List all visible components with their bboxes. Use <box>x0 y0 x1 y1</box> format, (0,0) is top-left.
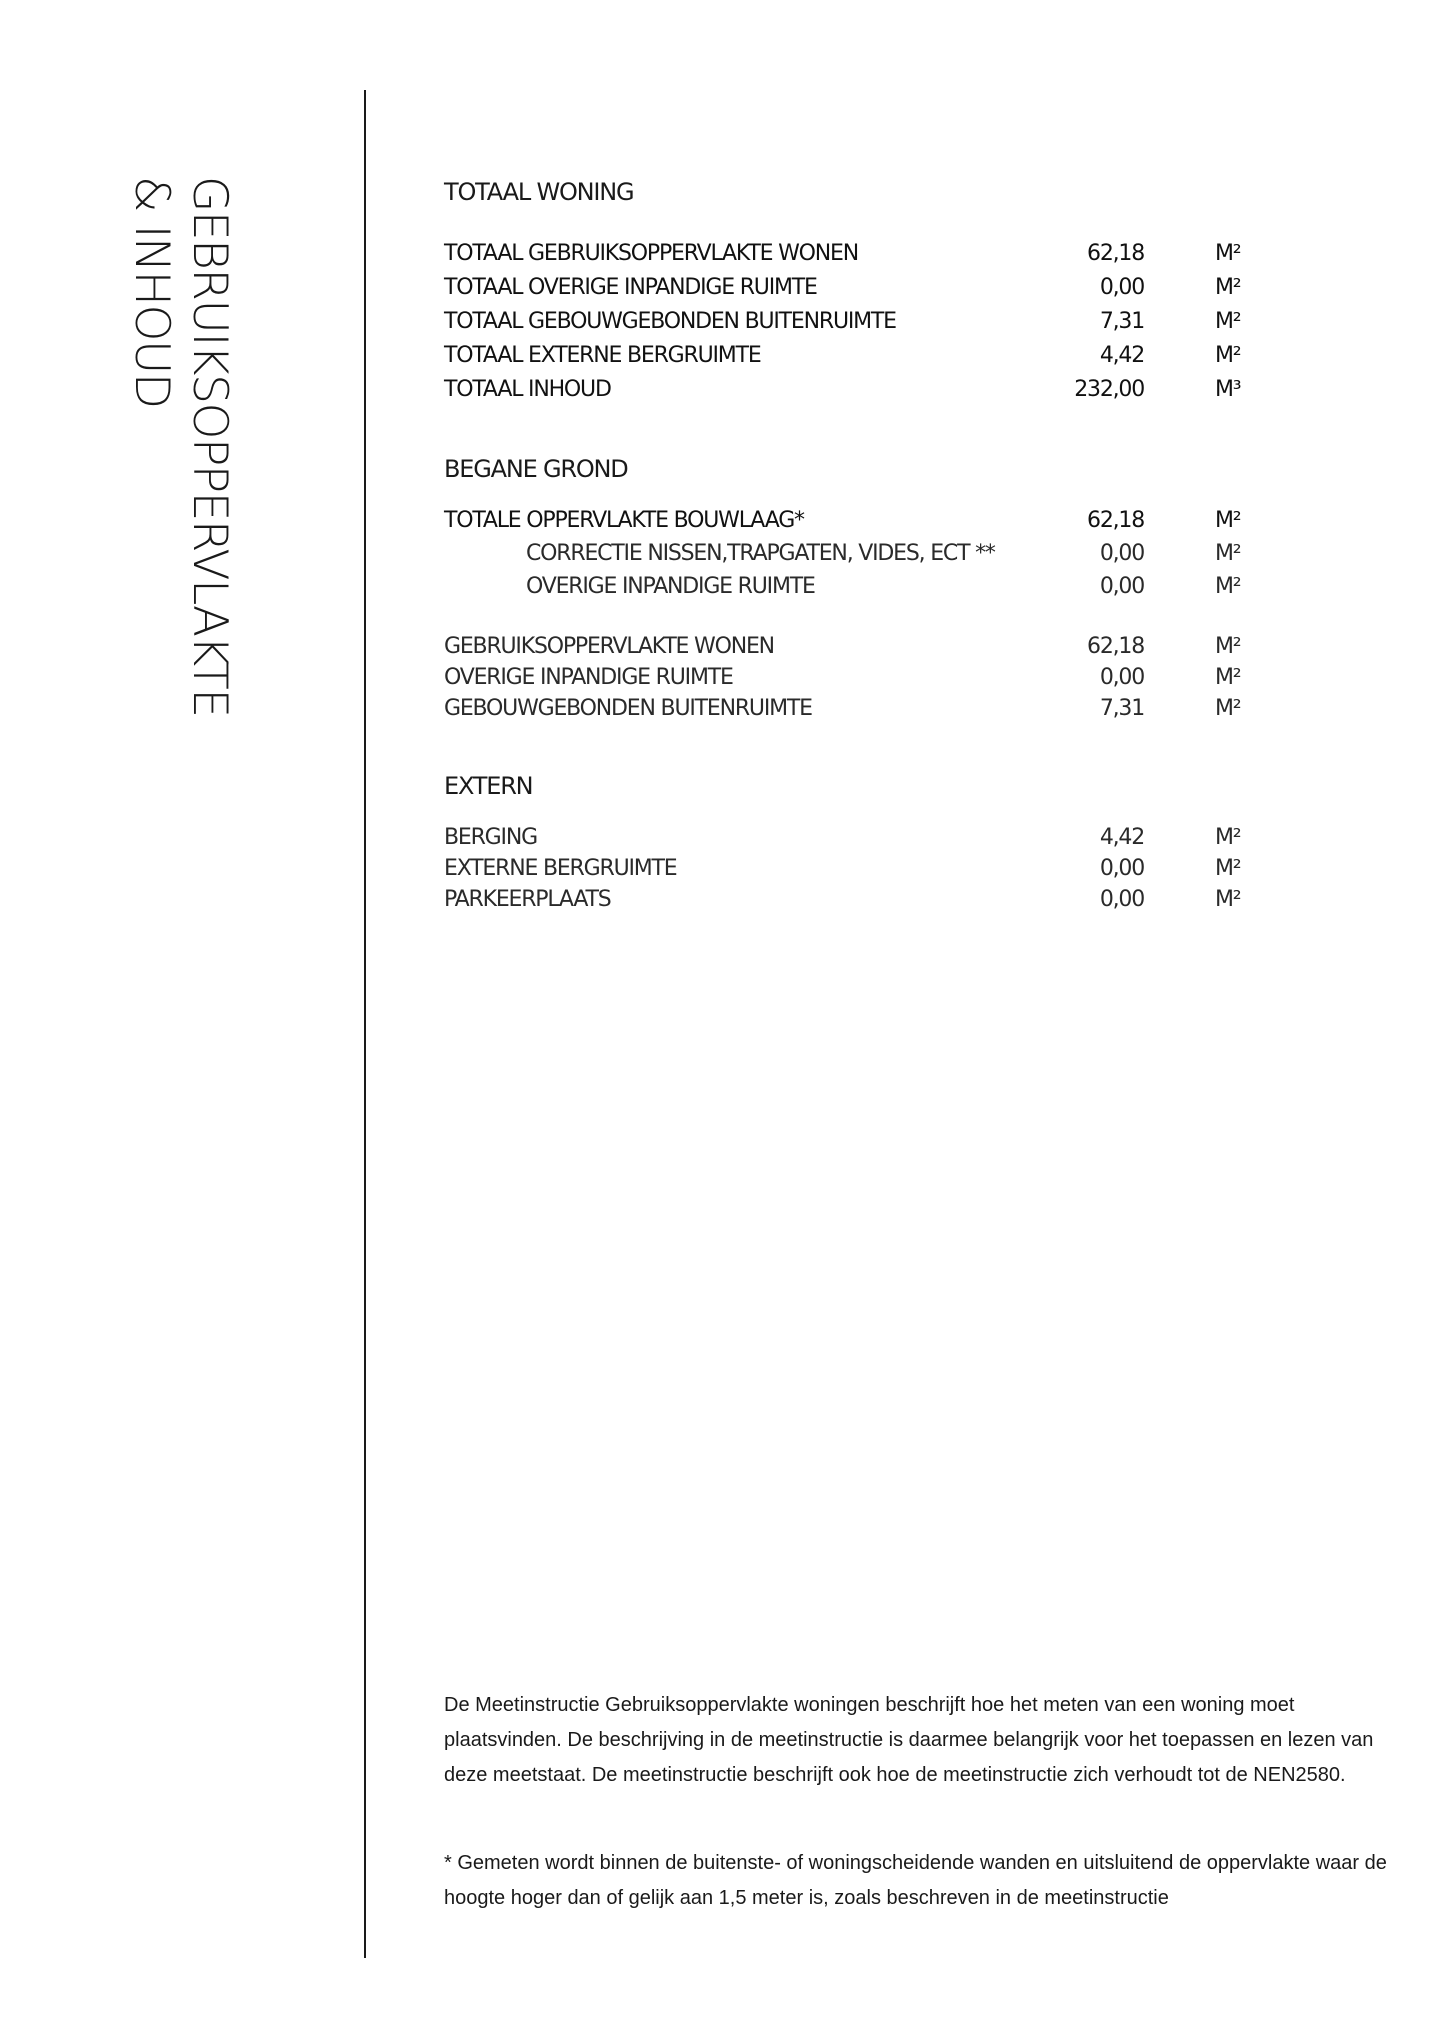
row-value: 232,00 <box>1074 377 1144 402</box>
table-row <box>444 887 1244 917</box>
row-label: TOTALE OPPERVLAKTE BOUWLAAG* <box>444 508 804 533</box>
row-unit: M² <box>1215 696 1241 721</box>
row-label: OVERIGE INPANDIGE RUIMTE <box>526 574 815 599</box>
side-title-line-1: GEBRUIKSOPPERVLAKTE <box>182 176 237 717</box>
row-label: TOTAAL OVERIGE INPANDIGE RUIMTE <box>444 275 817 300</box>
row-unit: M² <box>1215 887 1241 912</box>
row-value: 0,00 <box>1099 574 1144 599</box>
row-unit: M² <box>1215 508 1241 533</box>
row-unit: M² <box>1215 634 1241 659</box>
section-heading-begane-grond: BEGANE GROND <box>444 455 628 483</box>
row-label: BERGING <box>444 825 537 850</box>
row-unit: M² <box>1215 275 1241 300</box>
table-row <box>444 825 1244 855</box>
row-unit: M³ <box>1215 377 1241 402</box>
table-row <box>444 574 1244 604</box>
side-title-line-2: & INHOUD <box>124 176 179 408</box>
table-row <box>444 541 1244 571</box>
table-row <box>444 665 1244 695</box>
row-unit: M² <box>1215 343 1241 368</box>
row-label: CORRECTIE NISSEN,TRAPGATEN, VIDES, ECT ** <box>526 541 995 566</box>
section-heading-totaal: TOTAAL WONING <box>444 178 634 206</box>
side-title <box>70 176 270 896</box>
row-label: GEBRUIKSOPPERVLAKTE WONEN <box>444 634 774 659</box>
row-value: 4,42 <box>1099 343 1144 368</box>
row-value: 4,42 <box>1099 825 1144 850</box>
row-value: 0,00 <box>1099 541 1144 566</box>
row-label: PARKEERPLAATS <box>444 887 611 912</box>
row-unit: M² <box>1215 856 1241 881</box>
table-row <box>444 309 1244 339</box>
row-label: EXTERNE BERGRUIMTE <box>444 856 677 881</box>
row-value: 62,18 <box>1087 241 1144 266</box>
row-label: TOTAAL GEBOUWGEBONDEN BUITENRUIMTE <box>444 309 896 334</box>
row-label: OVERIGE INPANDIGE RUIMTE <box>444 665 733 690</box>
row-value: 62,18 <box>1087 634 1144 659</box>
row-value: 62,18 <box>1087 508 1144 533</box>
row-value: 7,31 <box>1099 309 1144 334</box>
table-row <box>444 634 1244 664</box>
footnote-measurement-rule: * Gemeten wordt binnen de buitenste- of woningscheidende wanden en uitsluitend de oppervlakte waar de hoogte hoger dan of gelijk aan 1,5 meter is, zoals beschreven in de meetinstructie <box>444 1852 1387 1909</box>
row-unit: M² <box>1215 241 1241 266</box>
row-unit: M² <box>1215 574 1241 599</box>
row-value: 0,00 <box>1099 856 1144 881</box>
table-row <box>444 343 1244 373</box>
vertical-divider <box>364 90 366 1958</box>
row-label: GEBOUWGEBONDEN BUITENRUIMTE <box>444 696 812 721</box>
row-label: TOTAAL GEBRUIKSOPPERVLAKTE WONEN <box>444 241 858 266</box>
table-row <box>444 856 1244 886</box>
row-value: 7,31 <box>1099 696 1144 721</box>
row-unit: M² <box>1215 541 1241 566</box>
row-value: 0,00 <box>1099 665 1144 690</box>
footnote-meetinstructie: De Meetinstructie Gebruiksoppervlakte woningen beschrijft hoe het meten van een woning moet plaatsvinden. De beschrijving in de meetinstructie is daarmee belangrijk voor het toepassen en lezen van deze meetstaat. De meetinstructie beschrijft ook hoe de meetinstructie zich verhoudt tot de NEN2580. <box>444 1694 1374 1786</box>
table-row <box>444 696 1244 726</box>
table-row <box>444 241 1244 271</box>
table-row <box>444 508 1244 538</box>
row-value: 0,00 <box>1099 275 1144 300</box>
row-label: TOTAAL INHOUD <box>444 377 611 402</box>
table-row <box>444 377 1244 407</box>
table-row <box>444 275 1244 305</box>
row-unit: M² <box>1215 825 1241 850</box>
row-unit: M² <box>1215 309 1241 334</box>
row-value: 0,00 <box>1099 887 1144 912</box>
row-unit: M² <box>1215 665 1241 690</box>
row-label: TOTAAL EXTERNE BERGRUIMTE <box>444 343 761 368</box>
section-heading-extern: EXTERN <box>444 772 533 800</box>
